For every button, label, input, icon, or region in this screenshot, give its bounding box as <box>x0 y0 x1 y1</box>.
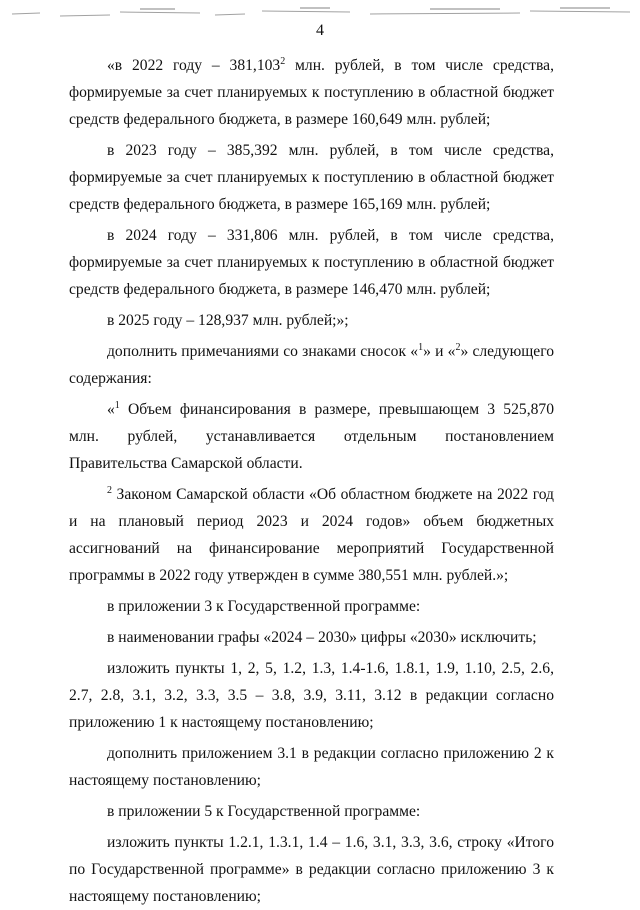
paragraph-column-rename: в наименовании графы «2024 – 2030» цифры «2030» исключить; <box>107 629 537 646</box>
paragraph-funding-2022: «в 2022 году – 381,103$^2$ млн. рублей, в том числе средства, формируемые за счет планируемых к поступлению в областной бюджет средств федерального бюджета, в размере 160,649 млн. рублей; <box>69 56 554 128</box>
footnote-mark: 2 <box>107 485 112 496</box>
page-number: 4 <box>316 22 324 39</box>
paragraph-footnote-1: «$^1$ Объем финансирования в размере, превышающем 3 525,870 млн. рублей, устанавливается отдельным постановлением Правительства Самарской области. <box>69 400 554 472</box>
paragraph-items-appendix-1: изложить пункты 1, 2, 5, 1.2, 1.3, 1.4-1.6, 1.8.1, 1.9, 1.10, 2.5, 2.6, 2.7, 2.8, 3.1, 3.2, 3.3, 3.5 – 3.8, 3.9, 3.11, 3.12 в редакции согласно приложению 1 к настоящему постановлению; <box>69 660 554 731</box>
paragraph-appendix-5: в приложении 5 к Государственной программе: <box>107 803 421 820</box>
paragraph-funding-2023: в 2023 году – 385,392 млн. рублей, в том числе средства, формируемые за счет планируемых к поступлению в областной бюджет средств федерального бюджета, в размере 165,169 млн. рублей; <box>69 142 554 213</box>
paragraph-footnote-2: $^2$ Законом Самарской области «Об областном бюджете на 2022 год и на плановый период 2023 и 2024 годов» объем бюджетных ассигнований на финансирование мероприятий Государственной программы в 2022 году утвержден в сумме 380,551 млн. рублей.»; <box>69 485 554 584</box>
footnote-mark: 2 <box>280 56 286 67</box>
footnote-mark: 1 <box>418 342 424 353</box>
paragraph-add-notes: дополнить примечаниями со знаками сносок «$^1$» и «$^2$» следующего содержания: <box>69 342 555 387</box>
document-body <box>69 52 554 910</box>
paragraph-items-appendix-3: изложить пункты 1.2.1, 1.3.1, 1.4 – 1.6, 3.1, 3.3, 3.6, строку «Итого по Государственной программе» в редакции согласно приложению 3 к настоящему постановлению; <box>69 834 554 905</box>
paragraph-funding-2024: в 2024 году – 331,806 млн. рублей, в том числе средства, формируемые за счет планируемых к поступлению в областной бюджет средств федерального бюджета, в размере 146,470 млн. рублей; <box>69 227 554 298</box>
footnote-mark: 1 <box>114 400 120 411</box>
paragraph-add-appendix-3-1: дополнить приложением 3.1 в редакции согласно приложению 2 к настоящему постановлению; <box>69 745 554 789</box>
paragraph-appendix-3: в приложении 3 к Государственной программе: <box>107 598 421 615</box>
footnote-mark: 2 <box>455 342 461 353</box>
paragraph-funding-2025: в 2025 году – 128,937 млн. рублей;»; <box>107 312 349 329</box>
